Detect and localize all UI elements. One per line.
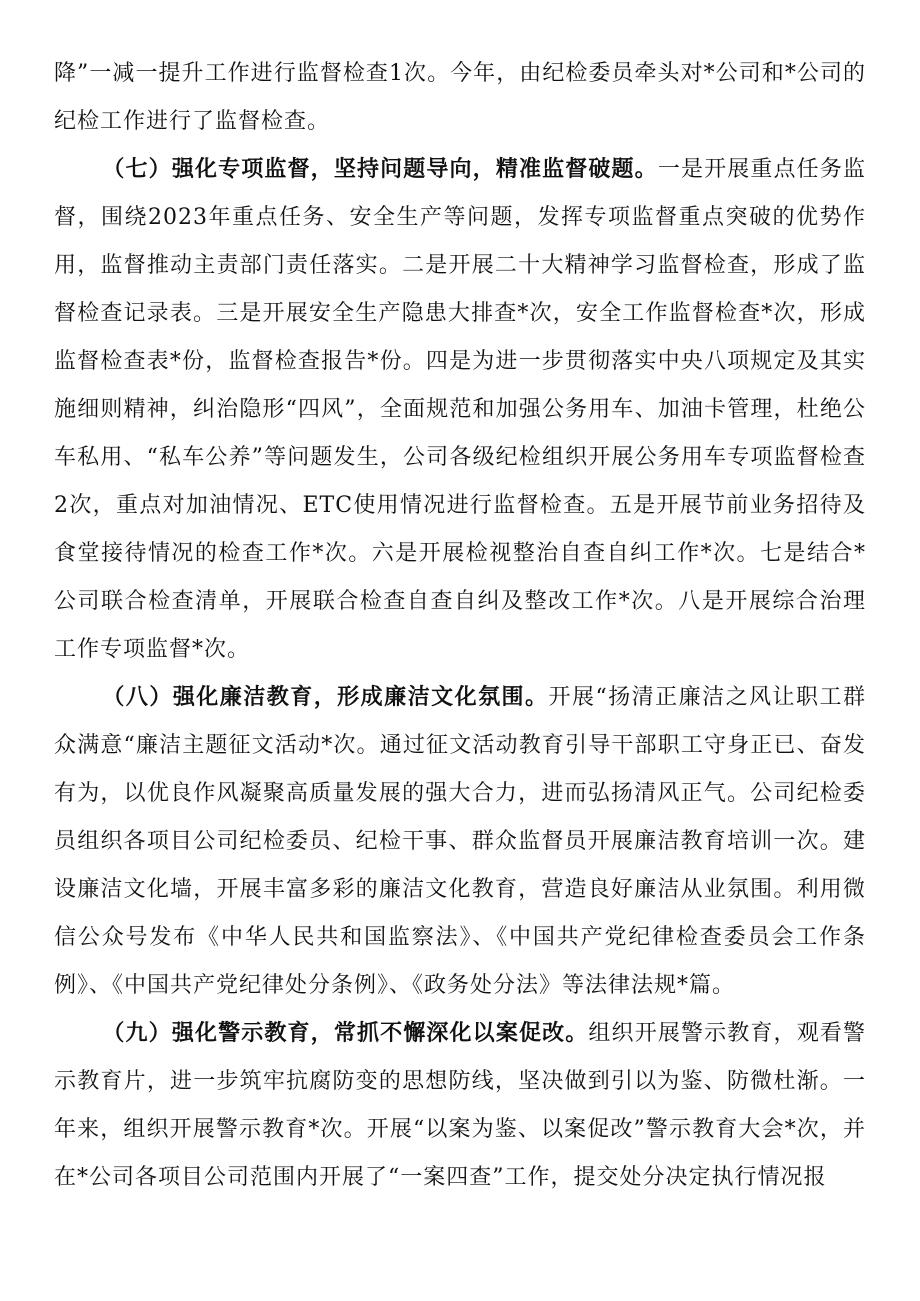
paragraph-section-7 [54,146,866,674]
section-heading: （七）强化专项监督，坚持问题导向，精准监督破题。 [102,157,658,182]
document-page [54,50,866,1202]
paragraph-continuation [54,50,866,146]
paragraph-section-8 [54,674,866,1010]
paragraph-text: 开展“扬清正廉洁之风让职工群众满意“廉洁主题征文活动*次。通过征文活动教育引导干部职工守身正已、奋发有为，以优良作风凝聚高质量发展的强大合力，进而弘扬清风正气。公司纪检委员组织各项目公司纪检委员、纪检干事、群众监督员开展廉洁教育培训一次。建设廉洁文化墙，开展丰富多彩的廉洁文化教育，营造良好廉洁从业氛围。利用微信公众号发布《中华人民共和国监察法》、《中国共产党纪律检查委员会工作条例》、《中国共产党纪律处分条例》、《政务处分法》等法律法规*篇。 [54,685,866,998]
section-heading: （九）强化警示教育，常抓不懈深化以案促改。 [102,1021,589,1046]
section-heading: （八）强化廉洁教育，形成廉洁文化氛围。 [102,685,549,710]
paragraph-text: 降”一减一提升工作进行监督检查1次。今年，由纪检委员牵头对*公司和*公司的纪检工作进行了监督检查。 [54,61,866,134]
paragraph-text: 一是开展重点任务监督，围绕2023年重点任务、安全生产等问题，发挥专项监督重点突破的优势作用，监督推动主责部门责任落实。二是开展二十大精神学习监督检查，形成了监督检查记录表。三是开展安全生产隐患大排查*次，安全工作监督检查*次，形成监督检查表*份，监督检查报告*份。四是为进一步贯彻落实中央八项规定及其实施细则精神，纠治隐形“四风”，全面规范和加强公务用车、加油卡管理，杜绝公车私用、“私车公养”等问题发生，公司各级纪检组织开展公务用车专项监督检查2次，重点对加油情况、ETC使用情况进行监督检查。五是开展节前业务招待及食堂接待情况的检查工作*次。六是开展检视整治自查自纠工作*次。七是结合*公司联合检查清单，开展联合检查自查自纠及整改工作*次。八是开展综合治理工作专项监督*次。 [54,157,866,662]
paragraph-text: 组织开展警示教育，观看警示教育片，进一步筑牢抗腐防变的思想防线，坚决做到引以为鉴、防微杜渐。一年来，组织开展警示教育*次。开展“以案为鉴、以案促改”警示教育大会*次，并在*公司各项目公司范围内开展了“一案四查”工作，提交处分决定执行情况报 [54,1021,866,1190]
paragraph-section-9 [54,1010,866,1202]
